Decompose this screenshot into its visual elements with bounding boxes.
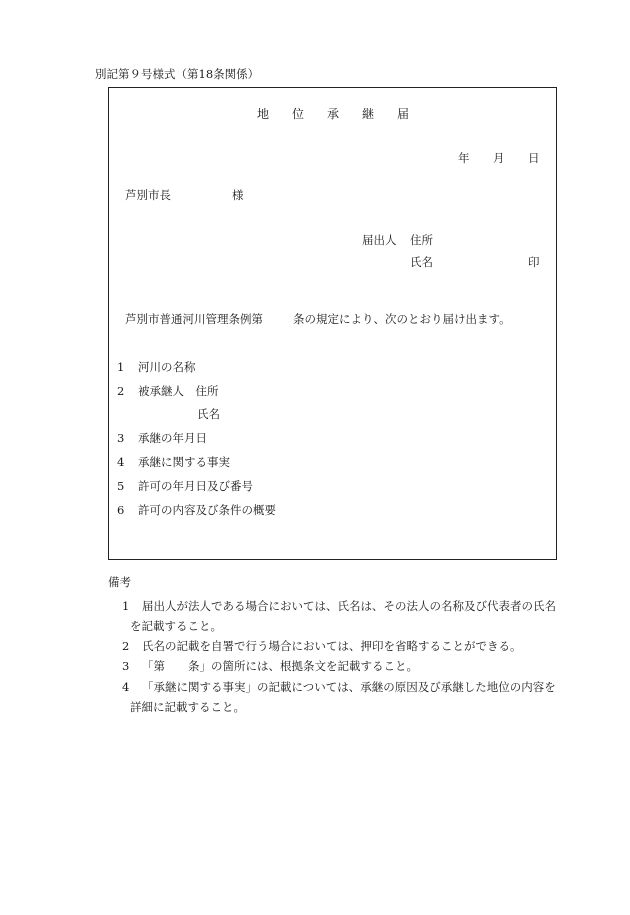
item-label: 許可の内容及び条件の概要 — [138, 503, 276, 517]
addressee-honorific: 様 — [232, 188, 244, 202]
note-text: 氏名の記載を自署で行う場合においては、押印を省略することができる。 — [142, 639, 522, 653]
title-char: 位 — [292, 107, 305, 121]
note-text: を記載すること。 — [130, 619, 222, 633]
note-text: 「第 条」の箇所には、根拠条文を記載すること。 — [142, 659, 418, 673]
item-label: 氏名 — [197, 407, 220, 421]
date-year: 年 — [458, 151, 470, 165]
date-day: 日 — [528, 151, 540, 165]
title-char: 地 — [257, 107, 270, 121]
statement-part1: 芦別市普通河川管理条例第 — [125, 312, 263, 326]
note-number: 1 — [122, 599, 130, 613]
title-char: 承 — [327, 107, 340, 121]
note-text: 届出人が法人である場合においては、氏名は、その法人の名称及び代表者の氏名 — [142, 599, 556, 613]
note-text: 「承継に関する事実」の記載については、承継の原因及び承継した地位の内容を — [142, 680, 556, 694]
item-label: 許可の年月日及び番号 — [138, 479, 253, 493]
applicant-name-label: 氏名 — [410, 255, 433, 269]
title-char: 継 — [362, 107, 375, 121]
item-label: 河川の名称 — [138, 360, 196, 374]
item-number: 1 — [117, 360, 125, 374]
item-label: 承継の年月日 — [138, 431, 207, 445]
title-char: 届 — [397, 107, 410, 121]
seal-mark: 印 — [528, 255, 540, 269]
form-number: 別記第９号様式（第18条関係） — [95, 67, 260, 81]
note-number: 2 — [122, 639, 130, 653]
note-number: 3 — [122, 659, 130, 673]
item-number: 4 — [117, 455, 125, 469]
item-number: 3 — [117, 431, 125, 445]
statement-part2: 条の規定により、次のとおり届け出ます。 — [293, 312, 511, 326]
item-number: 6 — [117, 503, 125, 517]
date-month: 月 — [493, 151, 505, 165]
item-number: 5 — [117, 479, 125, 493]
item-number: 2 — [117, 384, 125, 398]
addressee-name: 芦別市長 — [125, 188, 171, 202]
remarks-heading: 備考 — [108, 575, 131, 589]
item-label: 被承継人 住所 — [138, 384, 219, 398]
note-text: 詳細に記載すること。 — [130, 700, 245, 714]
applicant-address-label: 住所 — [410, 233, 433, 247]
item-label: 承継に関する事実 — [138, 455, 230, 469]
applicant-label: 届出人 — [362, 233, 397, 247]
note-number: 4 — [122, 680, 130, 694]
